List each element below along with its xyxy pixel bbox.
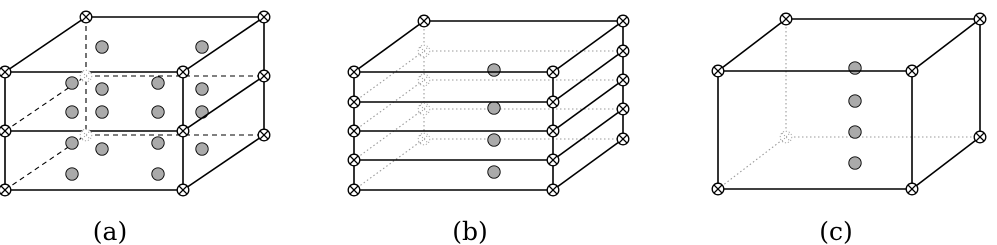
node-icon — [418, 74, 430, 86]
edge-line — [553, 21, 623, 72]
interior-point — [152, 137, 164, 149]
node-icon — [418, 15, 430, 27]
interior-point — [488, 64, 500, 76]
edge-line — [553, 80, 623, 131]
node-icon — [617, 45, 629, 57]
node-icon — [547, 66, 559, 78]
node-icon — [80, 129, 92, 141]
panel-a-caption: (a) — [92, 217, 128, 245]
node-icon — [547, 184, 559, 196]
interior-point — [96, 41, 108, 53]
node-icon — [418, 45, 430, 57]
node-icon — [0, 66, 11, 78]
node-icon — [80, 70, 92, 82]
interior-point — [66, 168, 78, 180]
panel-a-grid-cell — [0, 11, 270, 196]
hidden-edge — [354, 139, 424, 190]
node-icon — [547, 154, 559, 166]
hidden-edge — [354, 109, 424, 160]
node-icon — [258, 70, 270, 82]
node-icon — [80, 11, 92, 23]
panel-c-caption: (c) — [819, 217, 853, 245]
interior-point — [152, 77, 164, 89]
edge-line — [183, 76, 264, 131]
hidden-edge — [718, 137, 786, 189]
interior-point — [96, 83, 108, 95]
node-icon — [0, 125, 11, 137]
edge-line — [354, 21, 424, 72]
interior-point — [196, 143, 208, 155]
node-icon — [418, 133, 430, 145]
interior-point — [849, 62, 861, 74]
interior-point — [96, 106, 108, 118]
node-icon — [177, 184, 189, 196]
interior-point — [196, 41, 208, 53]
interior-point — [488, 134, 500, 146]
node-icon — [780, 13, 792, 25]
node-icon — [348, 96, 360, 108]
interior-point — [152, 168, 164, 180]
node-icon — [258, 11, 270, 23]
node-icon — [348, 66, 360, 78]
node-icon — [974, 13, 986, 25]
node-icon — [974, 131, 986, 143]
interior-point — [849, 157, 861, 169]
node-icon — [617, 74, 629, 86]
edge-line — [718, 19, 786, 71]
edge-line — [553, 139, 623, 190]
interior-point — [196, 83, 208, 95]
node-icon — [712, 65, 724, 77]
node-icon — [547, 125, 559, 137]
node-icon — [780, 131, 792, 143]
node-icon — [617, 133, 629, 145]
interior-point — [152, 106, 164, 118]
edge-line — [183, 17, 264, 72]
node-icon — [177, 125, 189, 137]
interior-point — [849, 126, 861, 138]
edge-line — [5, 17, 86, 72]
edge-line — [912, 19, 980, 71]
edge-line — [553, 51, 623, 102]
interior-point — [849, 95, 861, 107]
node-icon — [906, 183, 918, 195]
panel-b-grid-cell — [348, 15, 629, 196]
node-icon — [0, 184, 11, 196]
node-icon — [617, 103, 629, 115]
node-icon — [906, 65, 918, 77]
panel-c-grid-cell — [712, 13, 986, 195]
edge-line — [553, 109, 623, 160]
panel-b-caption: (b) — [452, 217, 488, 245]
interior-point — [488, 166, 500, 178]
interior-point — [66, 106, 78, 118]
node-icon — [418, 103, 430, 115]
interior-point — [96, 143, 108, 155]
node-icon — [177, 66, 189, 78]
node-icon — [712, 183, 724, 195]
interior-point — [196, 106, 208, 118]
hidden-edge — [354, 80, 424, 131]
edge-line — [912, 137, 980, 189]
node-icon — [348, 154, 360, 166]
node-icon — [617, 15, 629, 27]
interior-point — [488, 102, 500, 114]
interior-point — [66, 137, 78, 149]
node-icon — [348, 125, 360, 137]
node-icon — [258, 129, 270, 141]
node-icon — [348, 184, 360, 196]
hidden-edge — [354, 51, 424, 102]
interior-point — [66, 77, 78, 89]
node-icon — [547, 96, 559, 108]
edge-line — [183, 135, 264, 190]
